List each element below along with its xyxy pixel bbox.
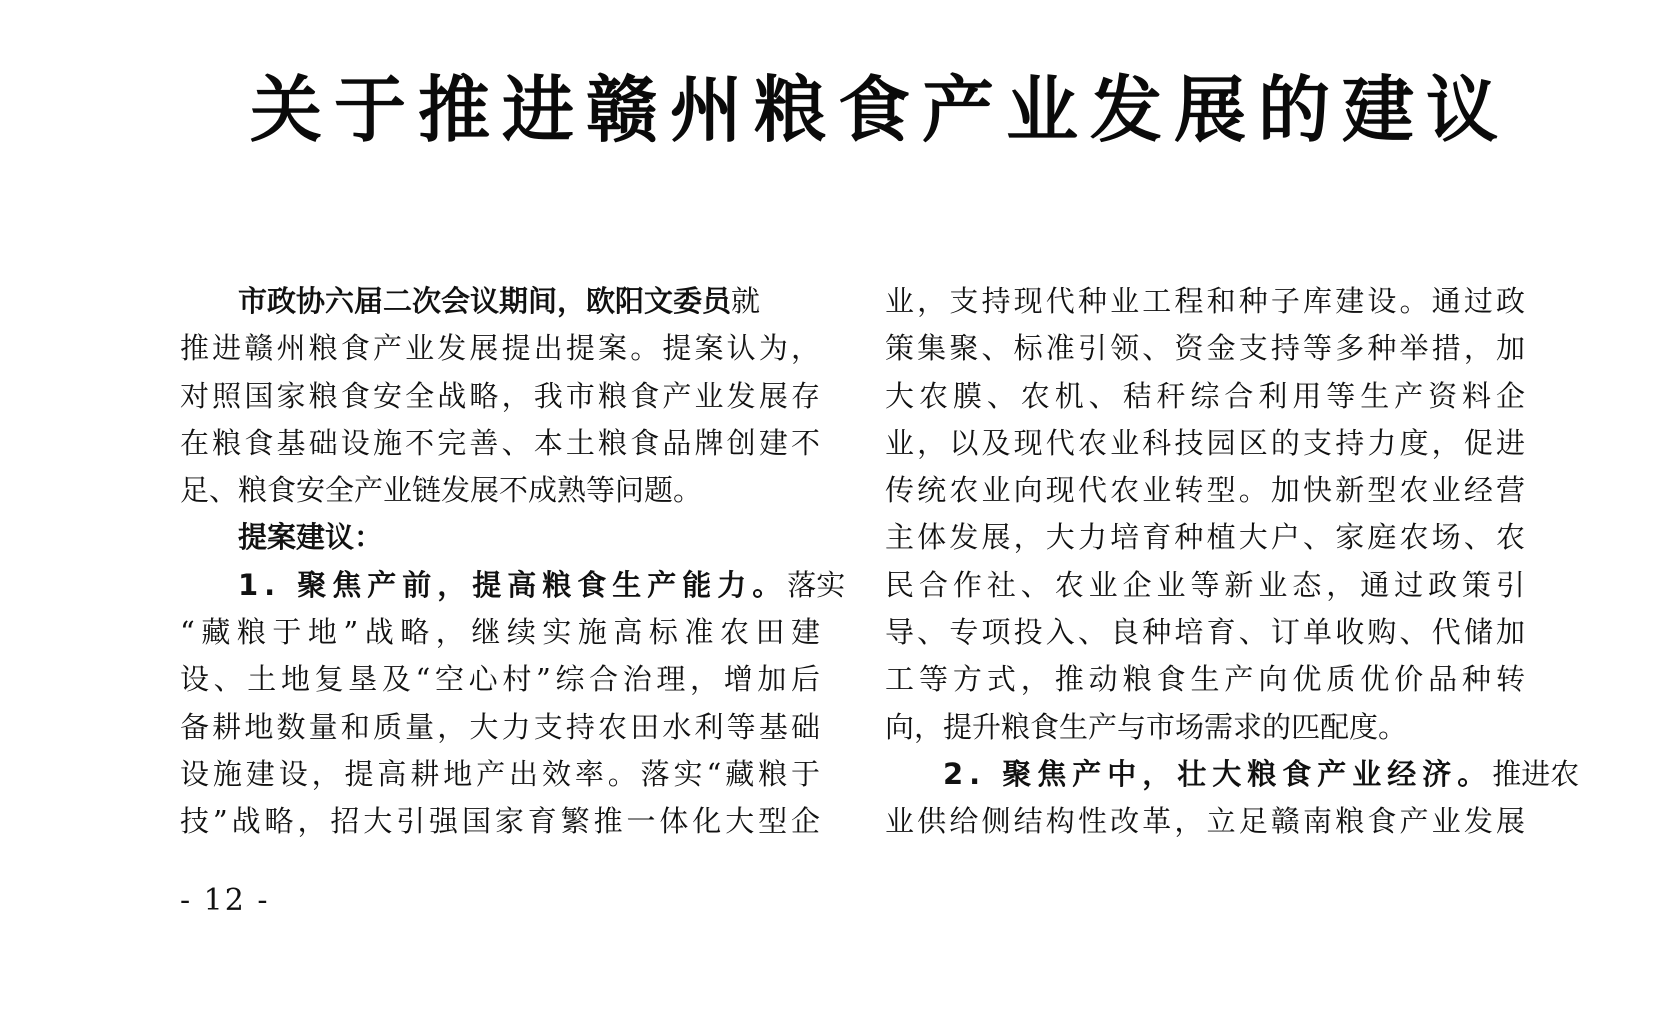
body-text: 对照国家粮食安全战略，我市粮食产业发展存 <box>180 378 820 413</box>
right-column-line <box>885 656 1525 703</box>
page-title: 关于推进赣州粮食产业发展的建议 <box>249 68 1510 152</box>
right-column-line <box>885 609 1525 656</box>
right-column-line <box>885 420 1525 467</box>
body-text: 民合作社、农业企业等新业态，通过政策引 <box>885 567 1525 602</box>
left-column-line <box>180 751 820 798</box>
left-column-line <box>180 798 820 845</box>
right-column <box>885 278 1580 846</box>
bold-text: 1. 聚焦产前，提高粮食生产能力。 <box>238 567 788 602</box>
body-text: 在粮食基础设施不完善、本土粮食品牌创建不 <box>180 425 820 460</box>
left-column-line <box>180 278 820 325</box>
left-column-line <box>180 704 820 751</box>
right-column-line <box>885 278 1525 325</box>
bold-text: 市政协六届二次会议期间，欧阳文委员 <box>238 284 732 318</box>
page-number: - 12 - <box>180 883 270 918</box>
left-column-line <box>180 514 820 561</box>
body-text: 工等方式，推动粮食生产向优质优价品种转 <box>885 662 1525 697</box>
left-column-line <box>180 420 820 467</box>
body-text: 设、土地复垦及“空心村”综合治理，增加后 <box>180 662 820 697</box>
body-text: 导、专项投入、良种培育、订单收购、代储加 <box>885 615 1525 650</box>
body-text: 推进农 <box>1492 756 1580 791</box>
right-column-line <box>885 373 1525 420</box>
body-text: 主体发展，大力培育种植大户、家庭农场、农 <box>885 520 1525 555</box>
body-text: 设施建设，提高耕地产出效率。落实“藏粮于 <box>180 756 820 791</box>
body-text: 传统农业向现代农业转型。加快新型农业经营 <box>885 473 1525 508</box>
left-column-line <box>180 562 846 609</box>
body-text: 就 <box>731 284 761 318</box>
bold-text: 2. 聚焦产中，壮大粮食产业经济。 <box>943 756 1493 791</box>
right-column-line <box>885 467 1525 514</box>
body-text: 大农膜、农机、秸秆综合利用等生产资料企 <box>885 378 1525 413</box>
body-text: 业，支持现代种业工程和种子库建设。通过政 <box>885 284 1525 318</box>
right-column-line <box>885 751 1580 798</box>
left-column-line <box>180 656 820 703</box>
left-column-line <box>180 467 820 514</box>
body-text: 业供给侧结构性改革，立足赣南粮食产业发展 <box>885 804 1525 839</box>
left-column <box>180 278 846 846</box>
left-column-line <box>180 325 820 372</box>
bold-text: 提案建议： <box>238 520 384 555</box>
body-text: 向，提升粮食生产与市场需求的匹配度。 <box>885 709 1408 744</box>
right-column-line <box>885 514 1525 561</box>
right-column-line <box>885 704 1525 751</box>
body-text: 推进赣州粮食产业发展提出提案。提案认为， <box>180 331 820 366</box>
right-column-line <box>885 562 1525 609</box>
body-text: “藏粮于地”战略，继续实施高标准农田建 <box>180 615 820 650</box>
left-column-line <box>180 609 820 656</box>
right-column-line <box>885 798 1525 845</box>
body-text: 策集聚、标准引领、资金支持等多种举措，加 <box>885 331 1525 366</box>
body-text: 足、粮食安全产业链发展不成熟等问题。 <box>180 473 703 508</box>
body-text: 备耕地数量和质量，大力支持农田水利等基础 <box>180 709 820 744</box>
body-text: 技”战略，招大引强国家育繁推一体化大型企 <box>180 804 820 839</box>
body-text: 落实 <box>787 567 846 602</box>
body-text: 业，以及现代农业科技园区的支持力度，促进 <box>885 425 1525 460</box>
right-column-line <box>885 325 1525 372</box>
left-column-line <box>180 373 820 420</box>
